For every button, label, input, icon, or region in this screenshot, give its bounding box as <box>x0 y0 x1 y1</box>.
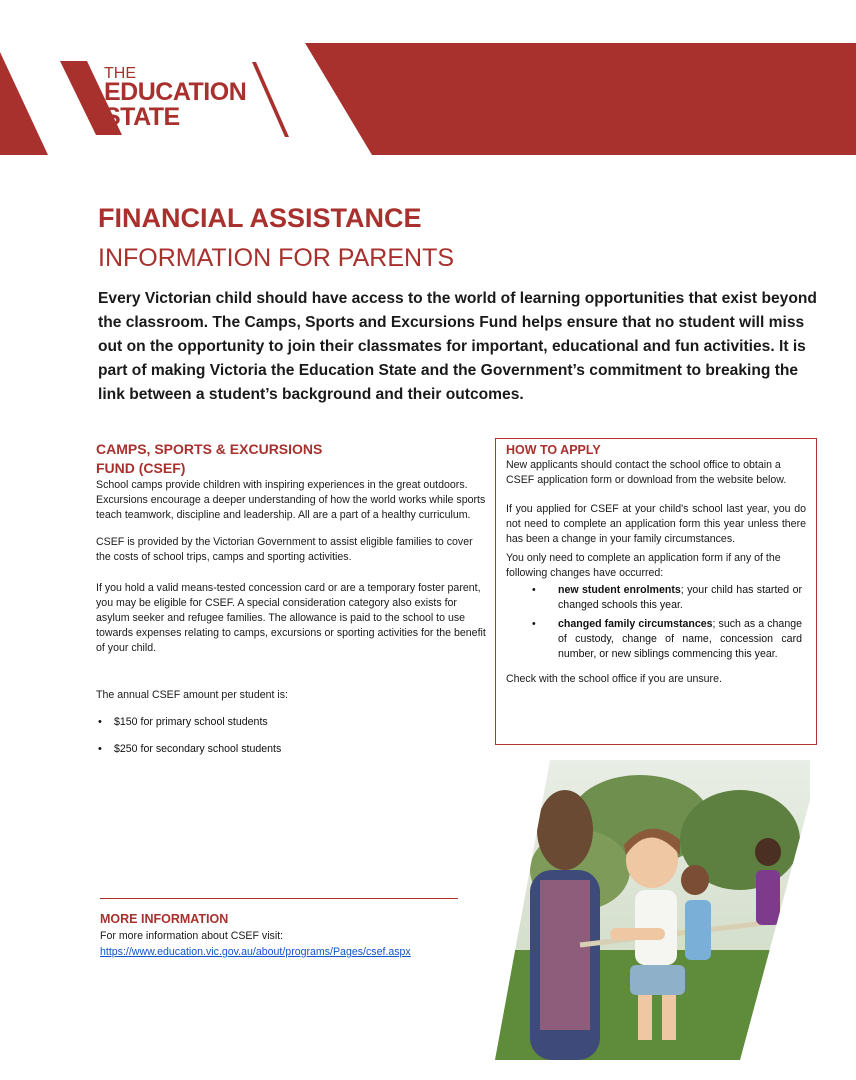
logo-state-text: STATE <box>104 103 180 131</box>
csef-heading-line2: FUND (CSEF) <box>96 460 186 476</box>
csef-paragraph-2: CSEF is provided by the Victorian Government to assist eligible families to cover the costs of school trips, camps and sporting activities. <box>96 536 473 563</box>
change-type-description: ; your child has started or changed schools this year. <box>558 584 802 611</box>
children-tug-of-war-photo <box>490 760 810 1060</box>
bullet-icon: • <box>532 584 536 596</box>
page-title: FINANCIAL ASSISTANCE <box>98 203 422 233</box>
apply-paragraph-3: You only need to complete an application form if any of the following changes have occurred: <box>506 552 781 579</box>
apply-paragraph-2: If you applied for CSEF at your child's school last year, you do not need to complete an application form this year unless there has been a change in your family circumstances. <box>506 503 806 545</box>
banner-left-corner <box>0 52 48 155</box>
apply-paragraph-1: New applicants should contact the school office to obtain a CSEF application form or download from the website below. <box>506 459 787 486</box>
section-divider <box>100 898 458 899</box>
change-type-label: changed family circumstances <box>558 618 713 630</box>
list-item <box>532 583 806 613</box>
logo-education-text: EDUCATION <box>104 78 247 106</box>
logo-the-text: THE <box>104 65 136 82</box>
more-information-section <box>100 911 500 960</box>
how-to-apply-heading: HOW TO APPLY <box>506 443 601 457</box>
csef-paragraph-1: School camps provide children with inspiring experiences in the great outdoors. Excursions encourage a deeper understanding of how the world works while sports teach teamwork, discipline and leadership. All are a part of a healthy curriculum. <box>96 479 486 521</box>
apply-paragraph-4: Check with the school office if you are unsure. <box>506 673 722 685</box>
bullet-icon: • <box>98 716 102 728</box>
list-item <box>532 617 806 662</box>
csef-website-link[interactable]: https://www.education.vic.gov.au/about/programs/Pages/csef.aspx <box>100 946 411 958</box>
csef-heading <box>96 440 486 478</box>
logo-slash-line <box>252 62 289 137</box>
amount-text: $150 for primary school students <box>114 716 268 728</box>
change-type-description: ; such as a change of custody, change of name, concession card number, or new siblings commencing this year. <box>558 618 802 660</box>
csef-paragraph-4: The annual CSEF amount per student is: <box>96 689 288 701</box>
apply-changes-list <box>506 583 806 662</box>
csef-heading-line1: CAMPS, SPORTS & EXCURSIONS <box>96 441 323 457</box>
more-information-heading: MORE INFORMATION <box>100 912 229 926</box>
list-item <box>96 715 486 730</box>
amount-text: $250 for secondary school students <box>114 743 282 755</box>
more-information-text: For more information about CSEF visit: <box>100 930 284 942</box>
page-subtitle: INFORMATION FOR PARENTS <box>98 244 455 272</box>
intro-paragraph: Every Victorian child should have access to the world of learning opportunities that exist beyond the classroom. The Camps, Sports and Excursions Fund helps ensure that no student will miss out on the opportunity to join their classmates for important, educational and fun activities. It is part of making Victoria the Education State and the Government’s commitment to breaking the link between a student’s background and their outcomes. <box>98 290 817 403</box>
banner-right-block <box>305 43 856 155</box>
csef-paragraph-3: If you hold a valid means-tested concession card or are a temporary foster parent, you may be eligible for CSEF. A special consideration category also exists for asylum seeker and refugee families. The allowance is paid to the school to use towards expenses relating to camps, excursions or sporting activities for the benefit of your child. <box>96 582 486 654</box>
change-type-label: new student enrolments <box>558 584 681 596</box>
csef-amount-list <box>96 715 486 757</box>
bullet-icon: • <box>532 618 536 630</box>
csef-section <box>96 440 486 769</box>
how-to-apply-box <box>495 438 817 745</box>
bullet-icon: • <box>98 743 102 755</box>
list-item <box>96 742 486 757</box>
